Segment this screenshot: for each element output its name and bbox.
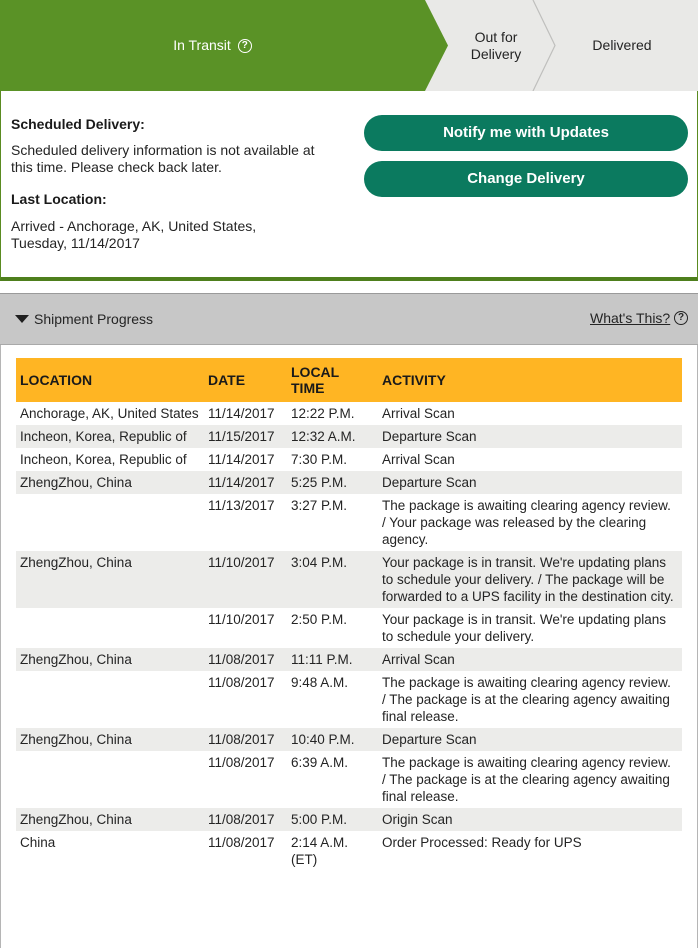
cell-date: 11/10/2017 <box>204 551 287 608</box>
col-location: LOCATION <box>16 358 204 402</box>
step-out-for-delivery <box>448 0 544 91</box>
cell-date: 11/08/2017 <box>204 808 287 831</box>
cell-location: ZhengZhou, China <box>16 648 204 671</box>
col-local-time <box>287 358 378 402</box>
cell-activity: Departure Scan <box>378 425 682 448</box>
cell-date: 11/08/2017 <box>204 671 287 728</box>
activity-table <box>16 358 682 871</box>
cell-location <box>16 608 204 648</box>
table-row <box>16 402 682 425</box>
cell-date: 11/08/2017 <box>204 751 287 808</box>
cell-activity: The package is awaiting clearing agency review. / The package is at the clearing agency awaiting final release. <box>378 751 682 808</box>
cell-activity: Your package is in transit. We're updating plans to schedule your delivery. / The package will be forwarded to a UPS facility in the destination city. <box>378 551 682 608</box>
table-row <box>16 808 682 831</box>
table-row <box>16 648 682 671</box>
cell-date: 11/10/2017 <box>204 608 287 648</box>
last-location-label: Last Location: <box>11 191 107 207</box>
cell-location: Incheon, Korea, Republic of <box>16 448 204 471</box>
cell-location: ZhengZhou, China <box>16 728 204 751</box>
scheduled-delivery-text-2: this time. Please check back later. <box>11 159 222 175</box>
table-row <box>16 751 682 808</box>
table-row <box>16 494 682 551</box>
table-row <box>16 471 682 494</box>
step-delivered-label: Delivered <box>592 37 652 53</box>
last-location-text-2: Tuesday, 11/14/2017 <box>11 235 140 251</box>
shipment-progress-header[interactable] <box>0 293 698 345</box>
step-in-transit <box>0 0 425 91</box>
cell-time: 6:39 A.M. <box>287 751 378 808</box>
cell-time: 12:22 P.M. <box>287 402 378 425</box>
cell-activity: Origin Scan <box>378 808 682 831</box>
cell-date: 11/08/2017 <box>204 728 287 751</box>
cell-date: 11/14/2017 <box>204 448 287 471</box>
table-row <box>16 448 682 471</box>
cell-activity: Departure Scan <box>378 728 682 751</box>
cell-location: ZhengZhou, China <box>16 471 204 494</box>
cell-activity: Arrival Scan <box>378 448 682 471</box>
cell-time: 2:14 A.M. (ET) <box>287 831 378 871</box>
cell-activity: Departure Scan <box>378 471 682 494</box>
whats-this-link[interactable]: What's This? <box>590 310 671 326</box>
cell-date: 11/08/2017 <box>204 648 287 671</box>
table-row <box>16 831 682 871</box>
cell-location <box>16 671 204 728</box>
help-icon[interactable]: ? <box>238 39 252 53</box>
col-date: DATE <box>204 358 287 402</box>
cell-time: 10:40 P.M. <box>287 728 378 751</box>
progress-tracker <box>0 0 698 91</box>
table-row <box>16 608 682 648</box>
help-icon[interactable]: ? <box>674 311 688 325</box>
cell-time: 5:25 P.M. <box>287 471 378 494</box>
col-local-time-line1: LOCAL <box>291 364 340 380</box>
cell-time: 12:32 A.M. <box>287 425 378 448</box>
cell-activity: Your package is in transit. We're updating plans to schedule your delivery. <box>378 608 682 648</box>
cell-time: 3:04 P.M. <box>287 551 378 608</box>
cell-activity: Arrival Scan <box>378 402 682 425</box>
cell-activity: The package is awaiting clearing agency review. / The package is at the clearing agency awaiting final release. <box>378 671 682 728</box>
delivery-summary <box>0 91 698 281</box>
cell-time: 2:50 P.M. <box>287 608 378 648</box>
cell-location: Anchorage, AK, United States <box>16 402 204 425</box>
cell-activity: Order Processed: Ready for UPS <box>378 831 682 871</box>
cell-date: 11/08/2017 <box>204 831 287 871</box>
cell-location: ZhengZhou, China <box>16 551 204 608</box>
cell-location: Incheon, Korea, Republic of <box>16 425 204 448</box>
scheduled-delivery-label: Scheduled Delivery: <box>11 116 145 132</box>
col-local-time-line2: TIME <box>291 380 325 396</box>
cell-activity: Arrival Scan <box>378 648 682 671</box>
cell-date: 11/15/2017 <box>204 425 287 448</box>
cell-time: 11:11 P.M. <box>287 648 378 671</box>
cell-location <box>16 494 204 551</box>
step-in-transit-label: In Transit <box>173 37 231 53</box>
cell-time: 3:27 P.M. <box>287 494 378 551</box>
cell-location <box>16 751 204 808</box>
notify-updates-button[interactable]: Notify me with Updates <box>364 115 688 151</box>
col-activity: ACTIVITY <box>378 358 682 402</box>
scheduled-delivery-text-1: Scheduled delivery information is not available at <box>11 142 315 158</box>
table-row <box>16 551 682 608</box>
shipment-progress-title[interactable]: Shipment Progress <box>34 311 154 327</box>
cell-date: 11/13/2017 <box>204 494 287 551</box>
cell-time: 5:00 P.M. <box>287 808 378 831</box>
change-delivery-button[interactable]: Change Delivery <box>364 161 688 197</box>
step-out-label-2: Delivery <box>470 45 522 62</box>
cell-time: 7:30 P.M. <box>287 448 378 471</box>
cell-location: China <box>16 831 204 871</box>
table-header-row <box>16 358 682 402</box>
cell-date: 11/14/2017 <box>204 402 287 425</box>
table-row <box>16 671 682 728</box>
caret-down-icon[interactable] <box>15 315 29 323</box>
table-row <box>16 425 682 448</box>
table-row <box>16 728 682 751</box>
last-location-text-1: Arrived - Anchorage, AK, United States, <box>11 218 257 234</box>
step-out-label-1: Out for <box>474 28 518 45</box>
cell-time: 9:48 A.M. <box>287 671 378 728</box>
cell-activity: The package is awaiting clearing agency review. / Your package was released by the clearing agency. <box>378 494 682 551</box>
step-delivered <box>560 0 684 91</box>
cell-location: ZhengZhou, China <box>16 808 204 831</box>
cell-date: 11/14/2017 <box>204 471 287 494</box>
